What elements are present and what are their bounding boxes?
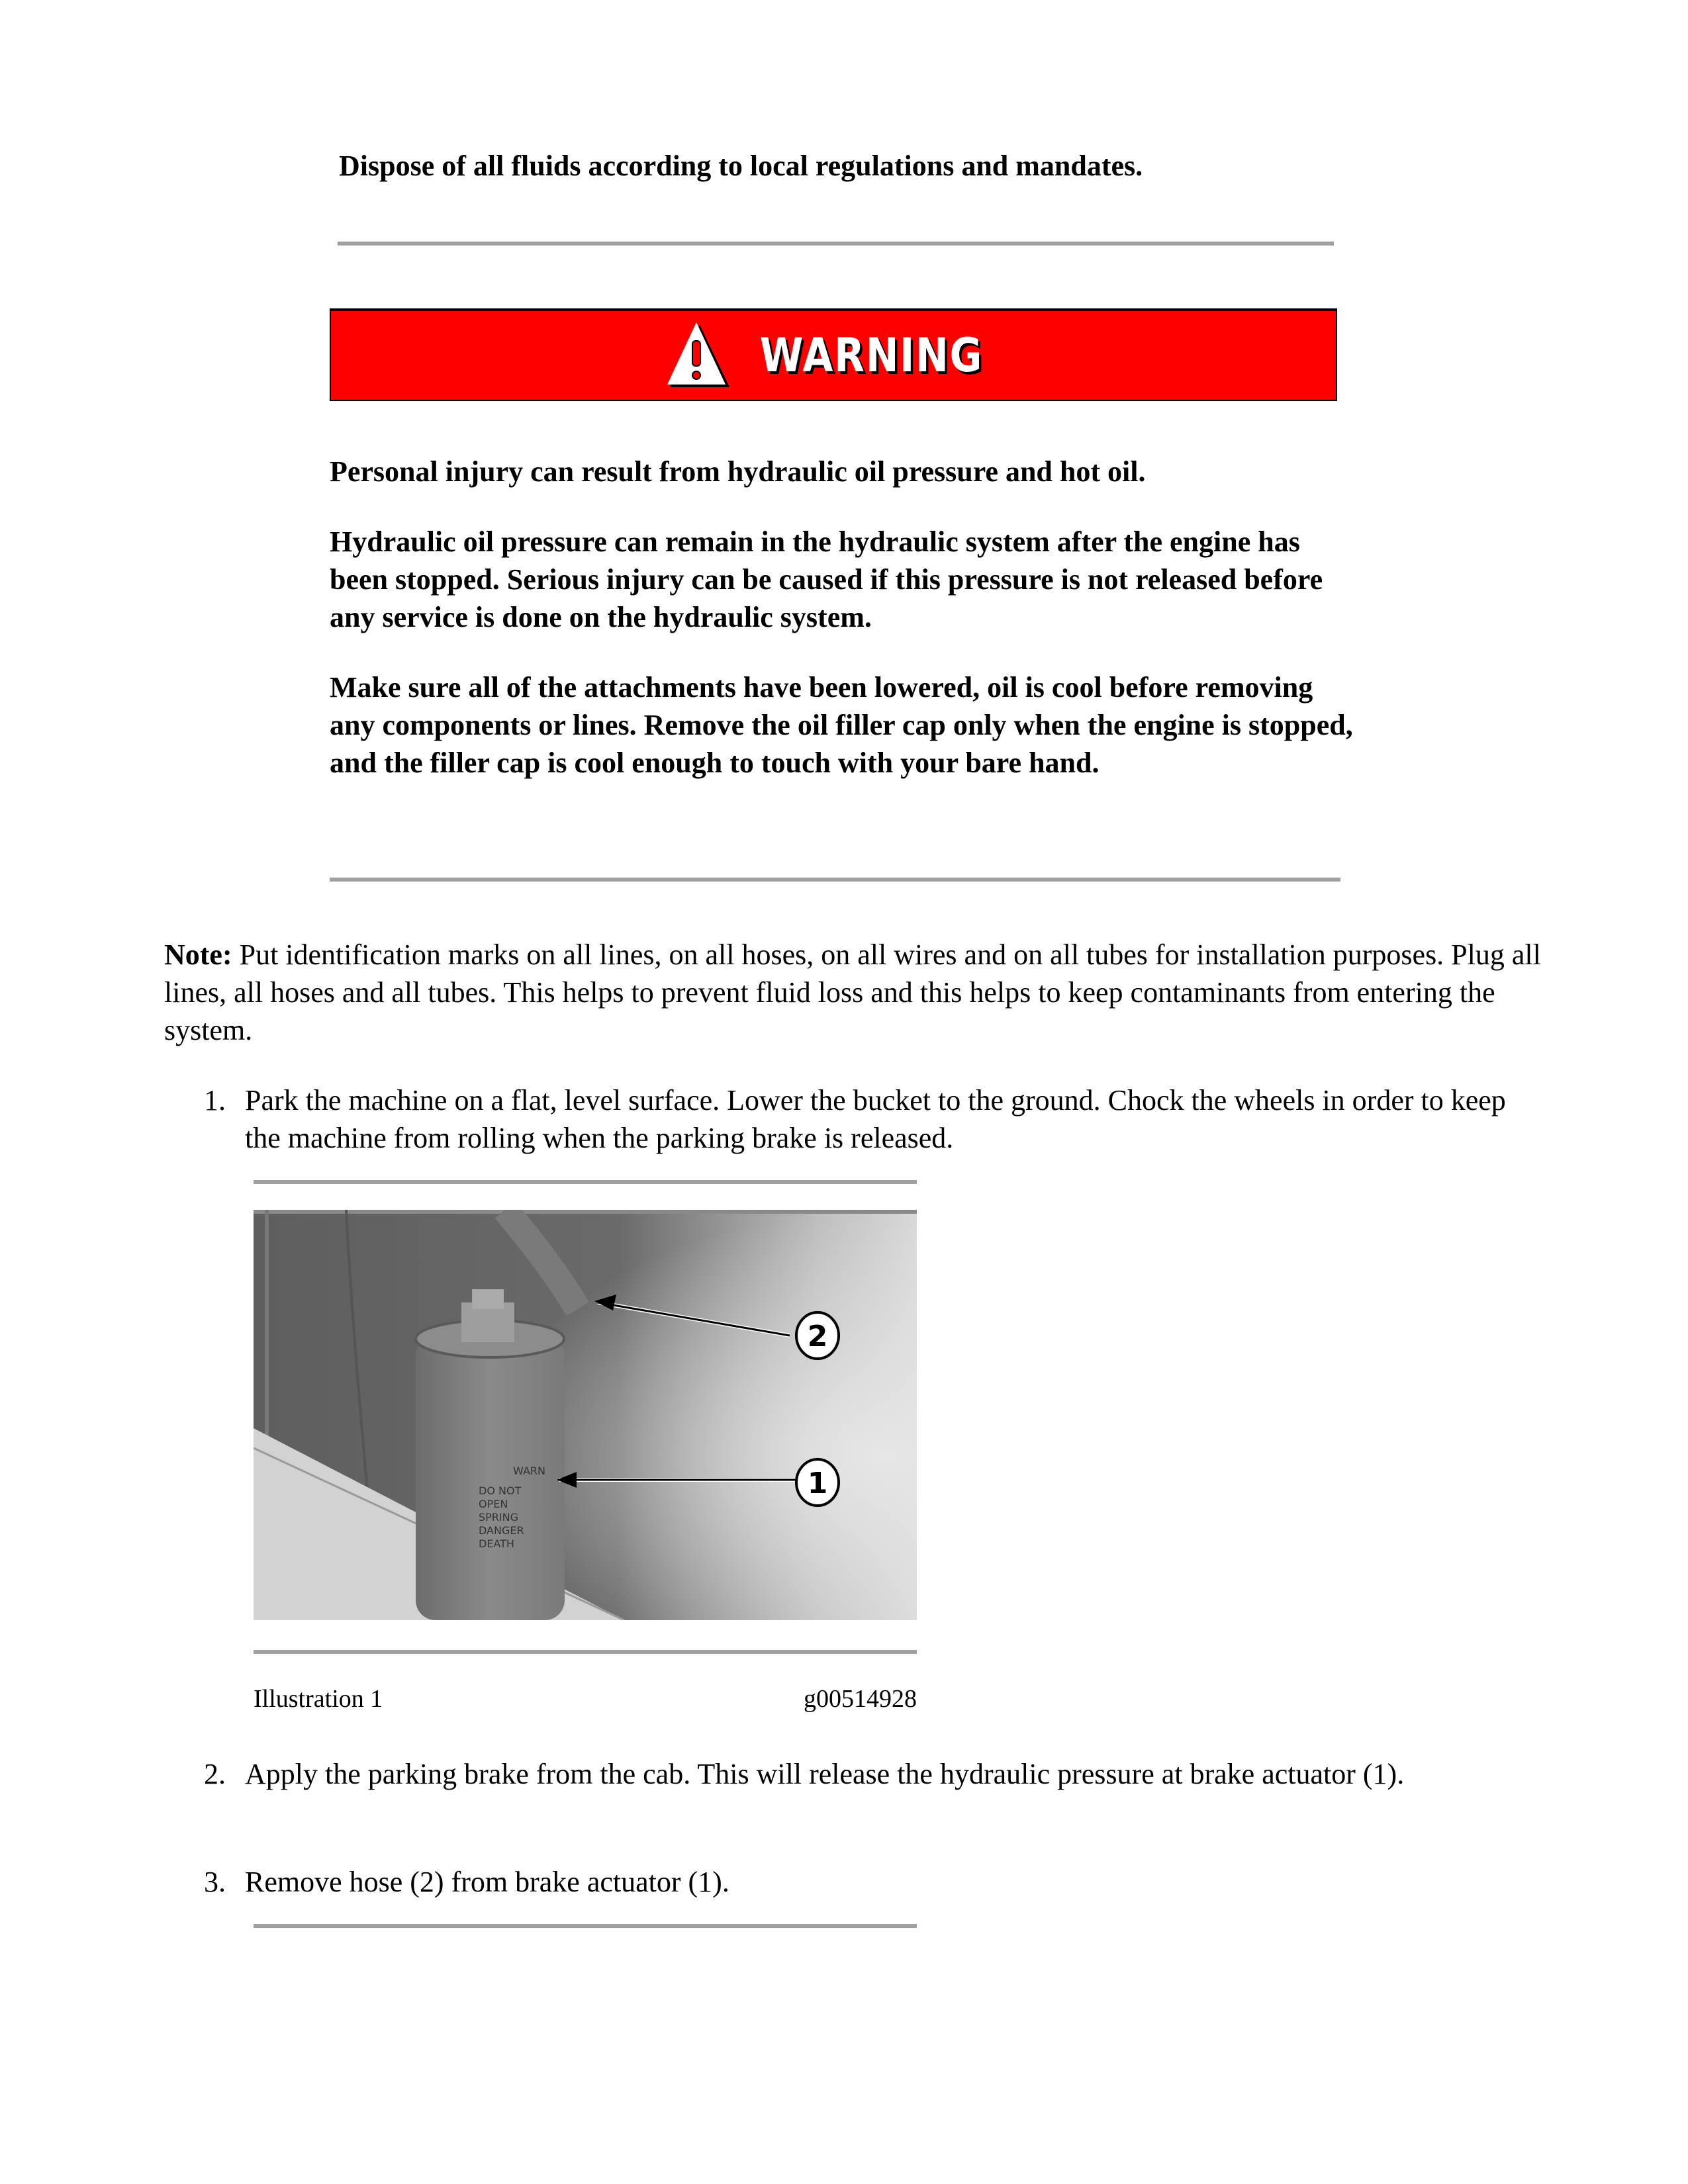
illustration-caption: Illustration 1	[254, 1685, 383, 1713]
step-text: Park the machine on a flat, level surface. Lower the bucket to the ground. Chock the wheels in order to keep the machine from rolling when the parking brake is released.	[245, 1084, 1506, 1154]
step-number: 3.	[204, 1866, 226, 1898]
warning-triangle-icon	[665, 322, 731, 388]
svg-text:WARN: WARN	[513, 1465, 545, 1477]
svg-text:DEATH: DEATH	[479, 1537, 514, 1550]
note-paragraph	[164, 936, 1541, 1049]
step-text: Remove hose (2) from brake actuator (1).	[245, 1866, 729, 1898]
svg-text:SPRING: SPRING	[479, 1511, 519, 1524]
divider	[254, 1924, 917, 1928]
note-text: Put identification marks on all lines, on all hoses, on all wires and on all tubes for installation purposes. Plug all lines, all hoses and all tubes. This helps to prevent fluid loss and this helps to keep contaminants from entering the system.	[164, 938, 1541, 1046]
step-number: 2.	[204, 1758, 226, 1790]
warning-paragraph: Make sure all of the attachments have been lowered, oil is cool before removing any components or lines. Remove the oil filler cap only when the engine is stopped, and the filler cap is cool enough to touch with your bare hand.	[330, 671, 1353, 779]
divider	[254, 1180, 917, 1184]
divider	[330, 878, 1340, 882]
illustration-id: g00514928	[804, 1685, 917, 1713]
warning-banner	[330, 308, 1337, 401]
svg-text:DO NOT: DO NOT	[479, 1484, 522, 1497]
svg-text:DANGER: DANGER	[479, 1524, 524, 1537]
callout-label: 1	[807, 1467, 828, 1500]
callout-label: 2	[807, 1320, 828, 1353]
warning-paragraph: Hydraulic oil pressure can remain in the hydraulic system after the engine has been stopped. Serious injury can be caused if this pressure is not released before any service is done on the hydraulic system.	[330, 525, 1323, 633]
warning-paragraph: Personal injury can result from hydraulic oil pressure and hot oil.	[330, 455, 1146, 488]
step-text: Apply the parking brake from the cab. This will release the hydraulic pressure at brake actuator (1).	[245, 1758, 1405, 1790]
note-label: Note:	[164, 938, 232, 971]
illustration-photo	[254, 1210, 917, 1620]
divider	[338, 242, 1334, 246]
brake-actuator-photo	[254, 1210, 917, 1620]
warning-label: WARNING	[759, 328, 983, 383]
dispose-notice: Dispose of all fluids according to local regulations and mandates.	[339, 150, 1143, 182]
step-number: 1.	[204, 1084, 226, 1116]
svg-text:OPEN: OPEN	[479, 1498, 508, 1510]
divider	[254, 1650, 917, 1654]
